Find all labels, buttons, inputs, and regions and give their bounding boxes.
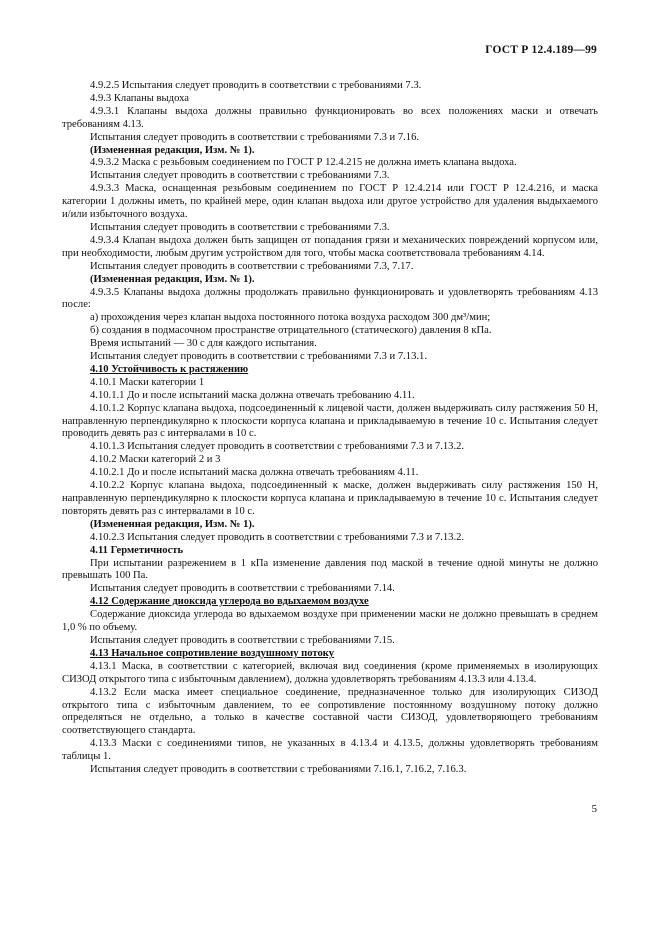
paragraph: 4.10.2.2 Корпус клапана выдоха, подсоединенный к маске, должен выдерживать силу растяжения 150 Н, направленную перпендикулярно к плоскости корпуса клапана и прикладываемую в течение 10 с. Испытания следует повторять девять раз с интервалами в 10 с. bbox=[62, 480, 598, 517]
page-number: 5 bbox=[591, 803, 597, 815]
paragraph: б) создания в подмасочном пространстве отрицательного (статического) давления 8 кПа. bbox=[90, 325, 492, 337]
section-heading-text: 4.12 Содержание диоксида углерода во вдыхаемом воздухе bbox=[90, 596, 369, 608]
section-heading-text: 4.13 Начальное сопротивление воздушному потоку bbox=[90, 647, 335, 659]
paragraph: 4.9.3.4 Клапан выдоха должен быть защищен от попадания грязи и механических повреждений корпусом или, при необходимости, любым другим устройством для того, чтобы маска соответствовала требованиям 4.14. bbox=[62, 234, 598, 259]
amendment-note: (Измененная редакция, Изм. № 1). bbox=[90, 273, 255, 285]
paragraph: 4.13.3 Маски с соединениями типов, не указанных в 4.13.4 и 4.13.5, должны удовлетворять требованиям таблицы 1. bbox=[62, 738, 598, 763]
paragraph: 4.13.2 Если маска имеет специальное соединение, предназначенное только для изолирующих СИЗОД открытого типа с избыточным давлением, то ее сопротивление постоянному воздушному потоку должно определяться не отдельно, а только в качестве составной части СИЗОД, удовлетворяющего требованиям соответствующего стандарта. bbox=[62, 686, 598, 737]
paragraph: 4.10.1.2 Корпус клапана выдоха, подсоединенный к лицевой части, должен выдерживать силу растяжения 50 Н, направленную перпендикулярно к плоскости корпуса клапана и прикладываемую в течение 10 с. Испытания следует проводить девять раз с интервалами в 10 с. bbox=[62, 402, 598, 440]
section-heading-text: 4.10 Устойчивость к растяжению bbox=[90, 363, 249, 375]
paragraph: 4.10.1.1 До и после испытаний маска должна отвечать требованию 4.11. bbox=[90, 389, 415, 401]
paragraph: Испытания следует проводить в соответствии с требованиями 7.3. bbox=[90, 221, 390, 233]
paragraph: 4.9.3.3 Маска, оснащенная резьбовым соединением по ГОСТ Р 12.4.214 или ГОСТ Р 12.4.216, и маска категории 1 должны иметь, по крайней мере, один клапан выдоха или другое устройство для удаления выдыхаемого и/или избыточного воздуха. bbox=[62, 183, 598, 221]
paragraph: 4.9.3 Клапаны выдоха bbox=[90, 92, 189, 104]
paragraph: Испытания следует проводить в соответствии с требованиями 7.3 и 7.13.1. bbox=[90, 351, 427, 363]
paragraph: Испытания следует проводить в соответствии с требованиями 7.15. bbox=[90, 634, 395, 646]
paragraph: Время испытаний — 30 с для каждого испытания. bbox=[90, 338, 317, 350]
amendment-note: 4.11 Герметичность bbox=[90, 544, 184, 556]
paragraph: Содержание диоксида углерода во вдыхаемом воздухе при применении маски не должно превышать в среднем 1,0 % по объему. bbox=[62, 609, 598, 634]
paragraph: При испытании разрежением в 1 кПа изменение давления под маской в течение одной минуты не должно превышать 100 Па. bbox=[62, 557, 598, 582]
paragraph: 4.10.2.1 До и после испытаний маска должна отвечать требованиям 4.11. bbox=[90, 467, 419, 479]
paragraph: Испытания следует проводить в соответствии с требованиями 7.3. bbox=[90, 170, 390, 182]
document-id-header: ГОСТ Р 12.4.189—99 bbox=[485, 44, 597, 56]
section-heading bbox=[62, 364, 598, 377]
paragraph: Испытания следует проводить в соответствии с требованиями 7.14. bbox=[90, 583, 395, 595]
paragraph: Испытания следует проводить в соответствии с требованиями 7.3, 7.17. bbox=[90, 260, 414, 272]
amendment-note: (Измененная редакция, Изм. № 1). bbox=[90, 144, 255, 156]
paragraph: 4.13.1 Маска, в соответствии с категорией, включая вид соединения (кроме применяемых в изолирующих СИЗОД открытого типа с избыточным давлением), должна удовлетворять требованиям 4.13.3 или 4.13.4. bbox=[62, 660, 598, 685]
paragraph: 4.9.2.5 Испытания следует проводить в соответствии с требованиями 7.3. bbox=[90, 80, 422, 91]
section-heading bbox=[62, 648, 598, 661]
document-body bbox=[62, 80, 598, 777]
paragraph: 4.10.1 Маски категории 1 bbox=[90, 376, 205, 388]
paragraph: Испытания следует проводить в соответствии с требованиями 7.16.1, 7.16.2, 7.16.3. bbox=[90, 764, 467, 776]
section-heading bbox=[62, 596, 598, 609]
paragraph: 4.10.2.3 Испытания следует проводить в соответствии с требованиями 7.3 и 7.13.2. bbox=[90, 531, 465, 543]
paragraph: 4.10.1.3 Испытания следует проводить в соответствии с требованиями 7.3 и 7.13.2. bbox=[90, 441, 465, 453]
paragraph: 4.9.3.1 Клапаны выдоха должны правильно функционировать во всех положениях маски и отвечать требованиям 4.13. bbox=[62, 105, 598, 130]
paragraph: 4.9.3.2 Маска с резьбовым соединением по ГОСТ Р 12.4.215 не должна иметь клапана выдоха. bbox=[90, 157, 517, 169]
paragraph: 4.10.2 Маски категорий 2 и 3 bbox=[90, 454, 221, 466]
paragraph: 4.9.3.5 Клапаны выдоха должны продолжать правильно функционировать и удовлетворять требованиям 4.13 после: bbox=[62, 286, 598, 311]
amendment-note: (Измененная редакция, Изм. № 1). bbox=[90, 518, 255, 530]
paragraph: а) прохождения через клапан выдоха постоянного потока воздуха расходом 300 дм³/мин; bbox=[90, 312, 491, 324]
paragraph: Испытания следует проводить в соответствии с требованиями 7.3 и 7.16. bbox=[90, 131, 420, 143]
